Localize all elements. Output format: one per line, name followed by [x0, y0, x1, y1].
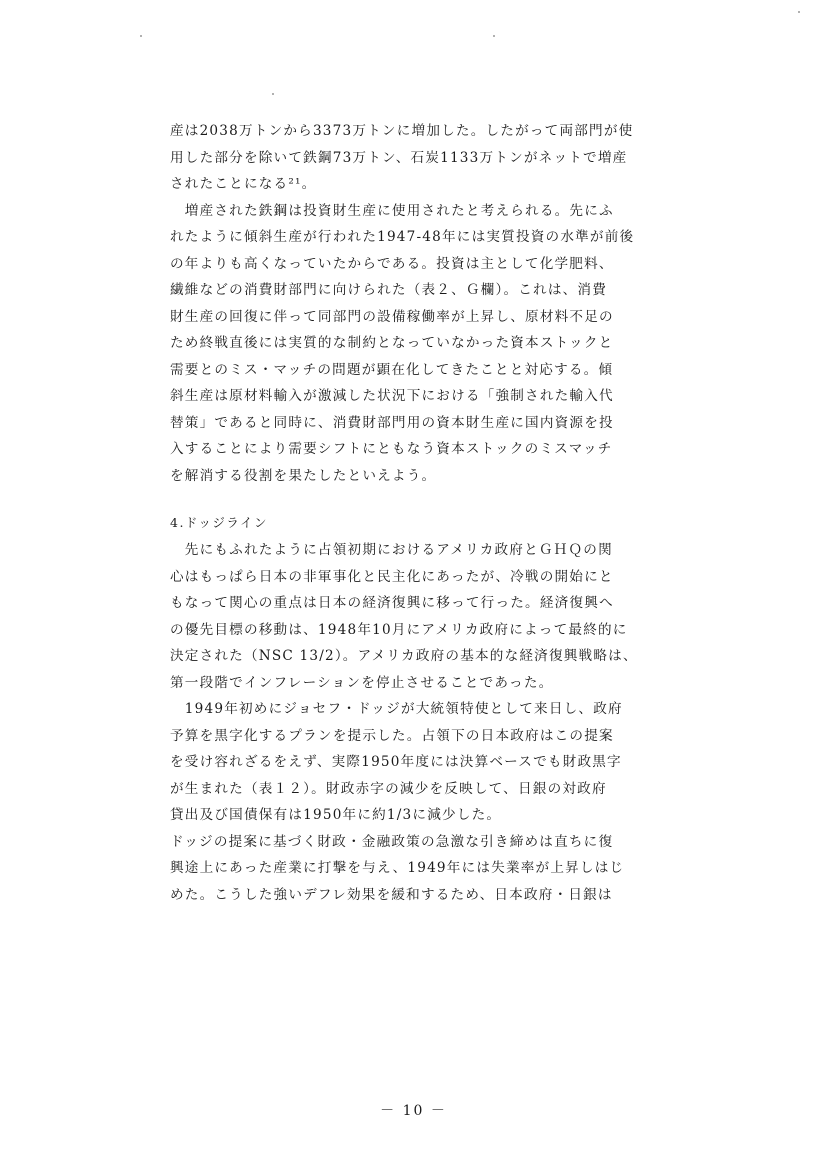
section-gap [170, 489, 670, 511]
paragraph-b [170, 198, 670, 490]
text-line: 決定された（NSC 13/2）。アメリカ政府の基本的な経済復興戦略は、 [170, 648, 638, 664]
text-line: を解消する役割を果たしたといえよう。 [170, 467, 437, 484]
paragraph-c [170, 537, 670, 696]
text-line: 繊維などの消費財部門に向けられた（表２、Ｇ欄）。これは、消費 [170, 282, 608, 298]
text-line: 産は2038万トンから3373万トンに増加した。したがって両部門が使 [170, 123, 634, 139]
paragraph-e [170, 829, 670, 909]
text-line: 斜生産は原材料輸入が激減した状況下における「強制された輸入代 [170, 388, 614, 404]
page-number: － 10 － [380, 1103, 447, 1119]
text-line: もなって関心の重点は日本の経済復興に移って行った。経済復興へ [170, 595, 614, 611]
paragraph-d [170, 696, 670, 829]
section-heading: 4.ドッジライン [170, 515, 269, 530]
text-line: 入することにより需要シフトにともなう資本ストックのミスマッチ [170, 441, 613, 457]
text-line: 1949年初めにジョセフ・ドッジが大統領特使として来日し、政府 [170, 701, 623, 717]
scan-speck [493, 35, 495, 37]
text-line: 替策」であると同時に、消費財部門用の資本財生産に国内資源を投 [170, 414, 614, 431]
scan-speck [272, 93, 274, 95]
scan-speck [798, 11, 800, 13]
text-line: されたことになる²¹。 [170, 176, 317, 192]
text-line: を受け容れざるをえず、実際1950年度には決算ベースでも財政黒字 [170, 754, 622, 770]
text-line: れたように傾斜生産が行われた1947-48年には実質投資の水準が前後 [170, 229, 635, 245]
text-line: 増産された鉄鋼は投資財生産に使用されたと考えられる。先にふ [170, 202, 614, 219]
body-text [170, 118, 670, 908]
scan-speck [140, 35, 142, 37]
text-line: 第一段階でインフレーションを停止させることであった。 [170, 674, 554, 691]
text-line: の年よりも高くなっていたからである。投資は主として化学肥料、 [170, 255, 614, 272]
text-line: 財生産の回復に伴って同部門の設備稼働率が上昇し、原材料不足の [170, 308, 614, 325]
text-line: が生まれた（表１２）。財政赤字の減少を反映して、日銀の対政府 [170, 780, 607, 797]
text-line: 先にもふれたように占領初期におけるアメリカ政府とＧＨＱの関 [170, 542, 613, 558]
text-line: 興途上にあった産業に打撃を与え、1949年には失業率が上昇しはじ [170, 860, 625, 876]
text-line: 予算を黒字化するプランを提示した。占領下の日本政府はこの提案 [170, 727, 614, 744]
text-line: ため終戦直後には実質的な制約となっていなかった資本ストックと [170, 335, 614, 351]
text-line: 貸出及び国債保有は1950年に約1/3に減少した。 [170, 807, 502, 823]
text-line: ドッジの提案に基づく財政・金融政策の急激な引き締めは直ちに復 [170, 833, 614, 850]
text-line: の優先目標の移動は、1948年10月にアメリカ政府によって最終的に [170, 621, 628, 638]
text-line: 心はもっぱら日本の非軍事化と民主化にあったが、冷戦の開始にと [170, 568, 614, 585]
text-line: 用した部分を除いて鉄鋼73万トン、石炭1133万トンがネットで増産 [170, 149, 628, 166]
paragraph-a [170, 118, 670, 198]
text-line: 需要とのミス・マッチの問題が顕在化してきたことと対応する。傾 [170, 361, 614, 378]
text-line: めた。こうした強いデフレ効果を緩和するため、日本政府・日銀は [170, 886, 613, 903]
